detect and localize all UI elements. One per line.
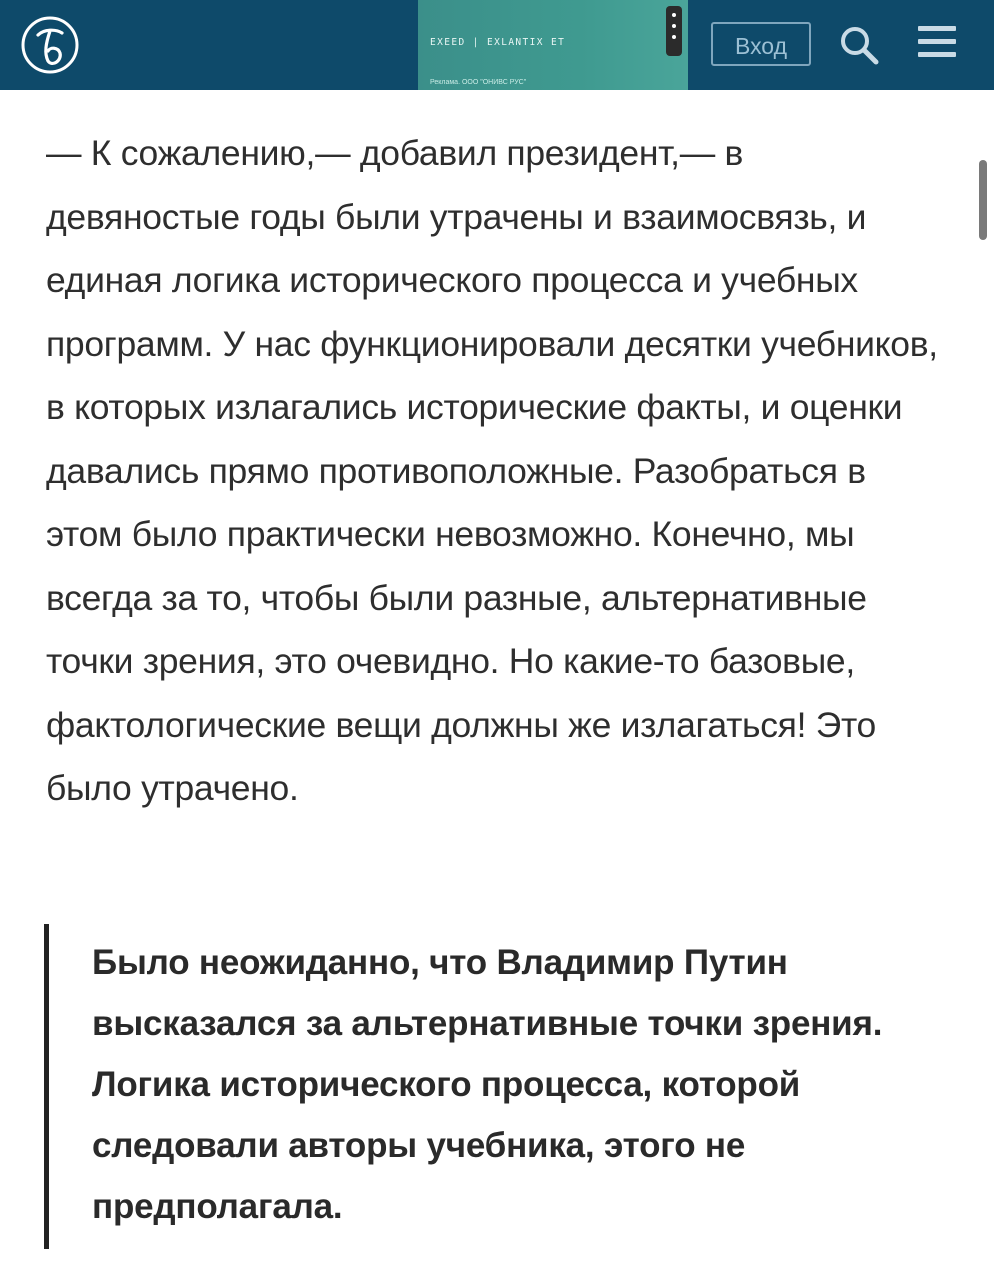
ad-brand-text: EXEED | EXLANTIX ET	[430, 37, 566, 48]
quote-divider	[44, 924, 49, 1249]
article-paragraph: — К сожалению,— добавил президент,— в девяностые годы были утрачены и взаимосвязь, и единая логика исторического процесса и учебных программ. У нас функционировали десятки учебников, в которых излагались исторические факты, и оценки давались прямо противоположные. Разобраться в этом было практически невозможно. Конечно, мы всегда за то, чтобы были разные, альтернативные точки зрения, это очевидно. Но какие-то базовые, фактологические вещи должны же излагаться! Это было утрачено.	[46, 133, 938, 808]
login-button[interactable]: Вход	[711, 22, 811, 66]
search-icon[interactable]	[838, 24, 880, 66]
vertical-dots-icon[interactable]	[666, 6, 682, 56]
ad-caption: Реклама. ООО "ОНИВС РУС"	[430, 79, 527, 86]
site-logo-icon[interactable]	[20, 15, 80, 75]
top-header	[0, 0, 994, 90]
ad-banner[interactable]	[418, 0, 688, 90]
scrollbar-thumb[interactable]	[979, 160, 987, 240]
pull-quote: Было неожиданно, что Владимир Путин высказался за альтернативные точки зрения. Логика исторического процесса, которой следовали авторы учебника, этого не предполагала.	[92, 943, 883, 1226]
hamburger-menu-icon[interactable]	[918, 26, 956, 64]
